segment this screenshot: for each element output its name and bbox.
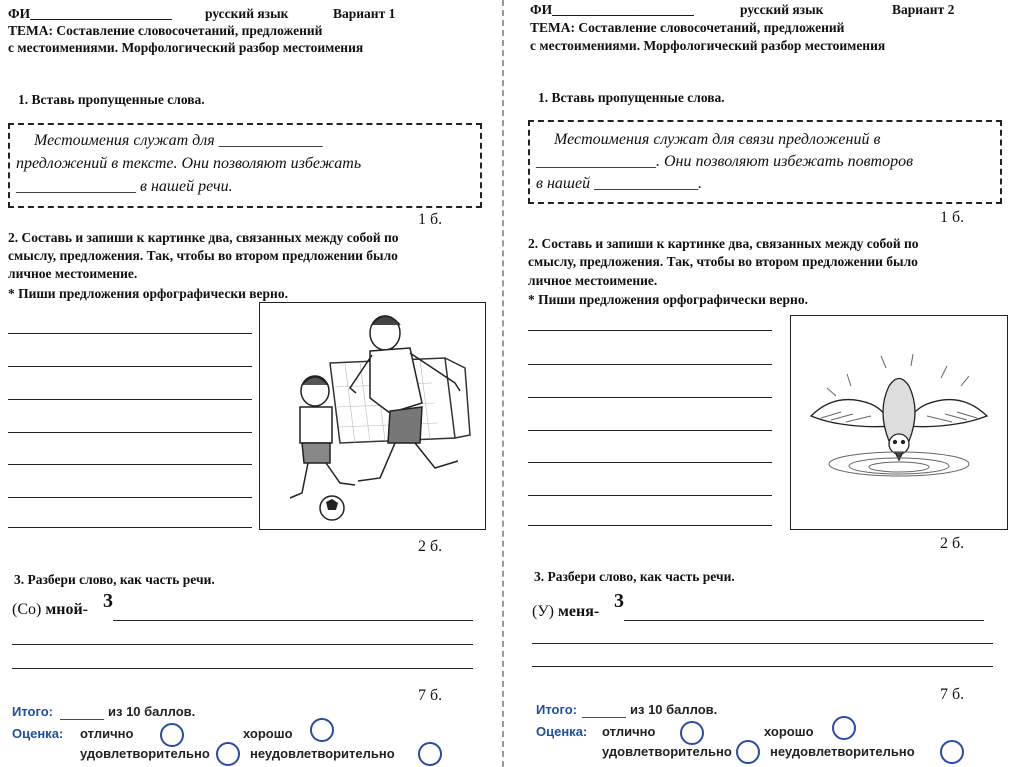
- grade-excellent: отлично: [602, 724, 656, 739]
- subject-label: русский язык: [205, 6, 289, 21]
- answer-line[interactable]: [113, 620, 473, 621]
- grade-unsatisfactory: неудовлетворительно: [250, 746, 395, 761]
- name-field[interactable]: ФИ_____________________: [530, 2, 694, 17]
- task3-word: меня: [557, 603, 594, 620]
- answer-line[interactable]: [532, 643, 993, 644]
- task1-line-3[interactable]: _______________ в нашей речи.: [16, 178, 233, 195]
- total-score-line[interactable]: [60, 719, 104, 720]
- task1-line-3[interactable]: в нашей _____________.: [536, 175, 703, 192]
- grade-satisfactory-circle[interactable]: [216, 742, 240, 766]
- task1-line-2: предложений в тексте. Они позволяют избежать: [16, 155, 362, 172]
- variant-label: Вариант 2: [892, 2, 955, 17]
- topic-line-1: ТЕМА: Составление словосочетаний, предложений: [8, 23, 323, 38]
- task1-points: 1 б.: [418, 211, 443, 228]
- grade-satisfactory: удовлетворительно: [602, 744, 732, 759]
- answer-line[interactable]: [528, 330, 772, 331]
- bathing-bird-illustration: [791, 316, 1007, 529]
- answer-line[interactable]: [8, 432, 252, 433]
- task3-prefix: (У): [532, 603, 558, 620]
- answer-line[interactable]: [8, 399, 252, 400]
- grade-unsatisfactory-circle[interactable]: [418, 742, 442, 766]
- name-field[interactable]: ФИ_____________________: [8, 6, 172, 21]
- task3-dash: -: [82, 601, 88, 618]
- total-label: Итого:: [536, 702, 577, 717]
- answer-line[interactable]: [528, 525, 772, 526]
- task2-points: 2 б.: [940, 535, 965, 552]
- grade-label: Оценка:: [12, 726, 64, 741]
- grade-excellent-circle[interactable]: [160, 723, 184, 747]
- worksheet-variant-2: [512, 0, 1024, 767]
- answer-line[interactable]: [528, 495, 772, 496]
- answer-line[interactable]: [528, 462, 772, 463]
- task3-mark: 3: [103, 590, 113, 612]
- topic-line-1: ТЕМА: Составление словосочетаний, предложений: [530, 20, 845, 35]
- task1-points: 1 б.: [940, 209, 965, 226]
- answer-line[interactable]: [624, 620, 984, 621]
- task3-word: мной: [45, 601, 83, 618]
- task3-dash: -: [593, 603, 600, 620]
- grade-excellent: отлично: [80, 726, 134, 741]
- task3-title: 3. Разбери слово, как часть речи.: [14, 572, 215, 587]
- task2-line-1: 2. Составь и запиши к картинке два, связанных между собой по: [8, 230, 399, 245]
- total-tail: из 10 баллов.: [108, 704, 196, 719]
- answer-line[interactable]: [8, 366, 252, 367]
- total-label: Итого:: [12, 704, 53, 719]
- task2-line-4: * Пиши предложения орфографически верно.: [8, 286, 288, 301]
- grade-good-circle[interactable]: [832, 716, 856, 740]
- task2-line-3: личное местоимение.: [528, 273, 658, 288]
- task3-title: 3. Разбери слово, как часть речи.: [534, 569, 735, 584]
- football-picture: [259, 302, 486, 530]
- grade-excellent-circle[interactable]: [680, 721, 704, 745]
- answer-line[interactable]: [8, 497, 252, 498]
- task3-points: 7 б.: [940, 686, 965, 703]
- bird-picture: [790, 315, 1008, 530]
- topic-line-2: с местоимениями. Морфологический разбор местоимения: [8, 40, 364, 55]
- answer-line[interactable]: [528, 364, 772, 365]
- answer-line[interactable]: [12, 644, 473, 645]
- task1-title: 1. Вставь пропущенные слова.: [18, 92, 205, 107]
- football-players-illustration: [260, 303, 485, 529]
- subject-label: русский язык: [740, 2, 824, 17]
- task2-line-1: 2. Составь и запиши к картинке два, связанных между собой по: [528, 236, 919, 251]
- total-tail: из 10 баллов.: [630, 702, 718, 717]
- grade-good: хорошо: [243, 726, 293, 741]
- answer-line[interactable]: [532, 666, 993, 667]
- task3-mark: 3: [614, 590, 624, 612]
- task1-line-2[interactable]: _______________. Они позволяют избежать повторов: [536, 153, 914, 170]
- answer-line[interactable]: [528, 397, 772, 398]
- grade-unsatisfactory: неудовлетворительно: [770, 744, 915, 759]
- topic-line-2: с местоимениями. Морфологический разбор местоимения: [530, 38, 886, 53]
- grade-satisfactory-circle[interactable]: [736, 740, 760, 764]
- task2-line-2: смыслу, предложения. Так, чтобы во втором предложении было: [8, 248, 398, 263]
- task2-line-4: * Пиши предложения орфографически верно.: [528, 292, 808, 307]
- task1-title: 1. Вставь пропущенные слова.: [538, 90, 725, 105]
- task2-points: 2 б.: [418, 538, 443, 555]
- task3-word-line: [532, 603, 599, 621]
- task3-prefix: (Со): [12, 601, 46, 618]
- task1-line-1[interactable]: Местоимения служат для _____________: [34, 132, 323, 149]
- total-score-line[interactable]: [582, 717, 626, 718]
- grade-unsatisfactory-circle[interactable]: [940, 740, 964, 764]
- task2-line-2: смыслу, предложения. Так, чтобы во втором предложении было: [528, 254, 918, 269]
- grade-label: Оценка:: [536, 724, 588, 739]
- answer-line[interactable]: [528, 430, 772, 431]
- task3-word-line: [12, 601, 88, 619]
- answer-line[interactable]: [8, 464, 252, 465]
- task1-line-1: Местоимения служат для связи предложений в: [554, 131, 881, 148]
- task3-points: 7 б.: [418, 687, 443, 704]
- grade-satisfactory: удовлетворительно: [80, 746, 210, 761]
- variant-label: Вариант 1: [333, 6, 396, 21]
- grade-good: хорошо: [764, 724, 814, 739]
- answer-line[interactable]: [8, 333, 252, 334]
- grade-good-circle[interactable]: [310, 718, 334, 742]
- answer-line[interactable]: [8, 527, 252, 528]
- task2-line-3: личное местоимение.: [8, 266, 138, 281]
- answer-line[interactable]: [12, 668, 473, 669]
